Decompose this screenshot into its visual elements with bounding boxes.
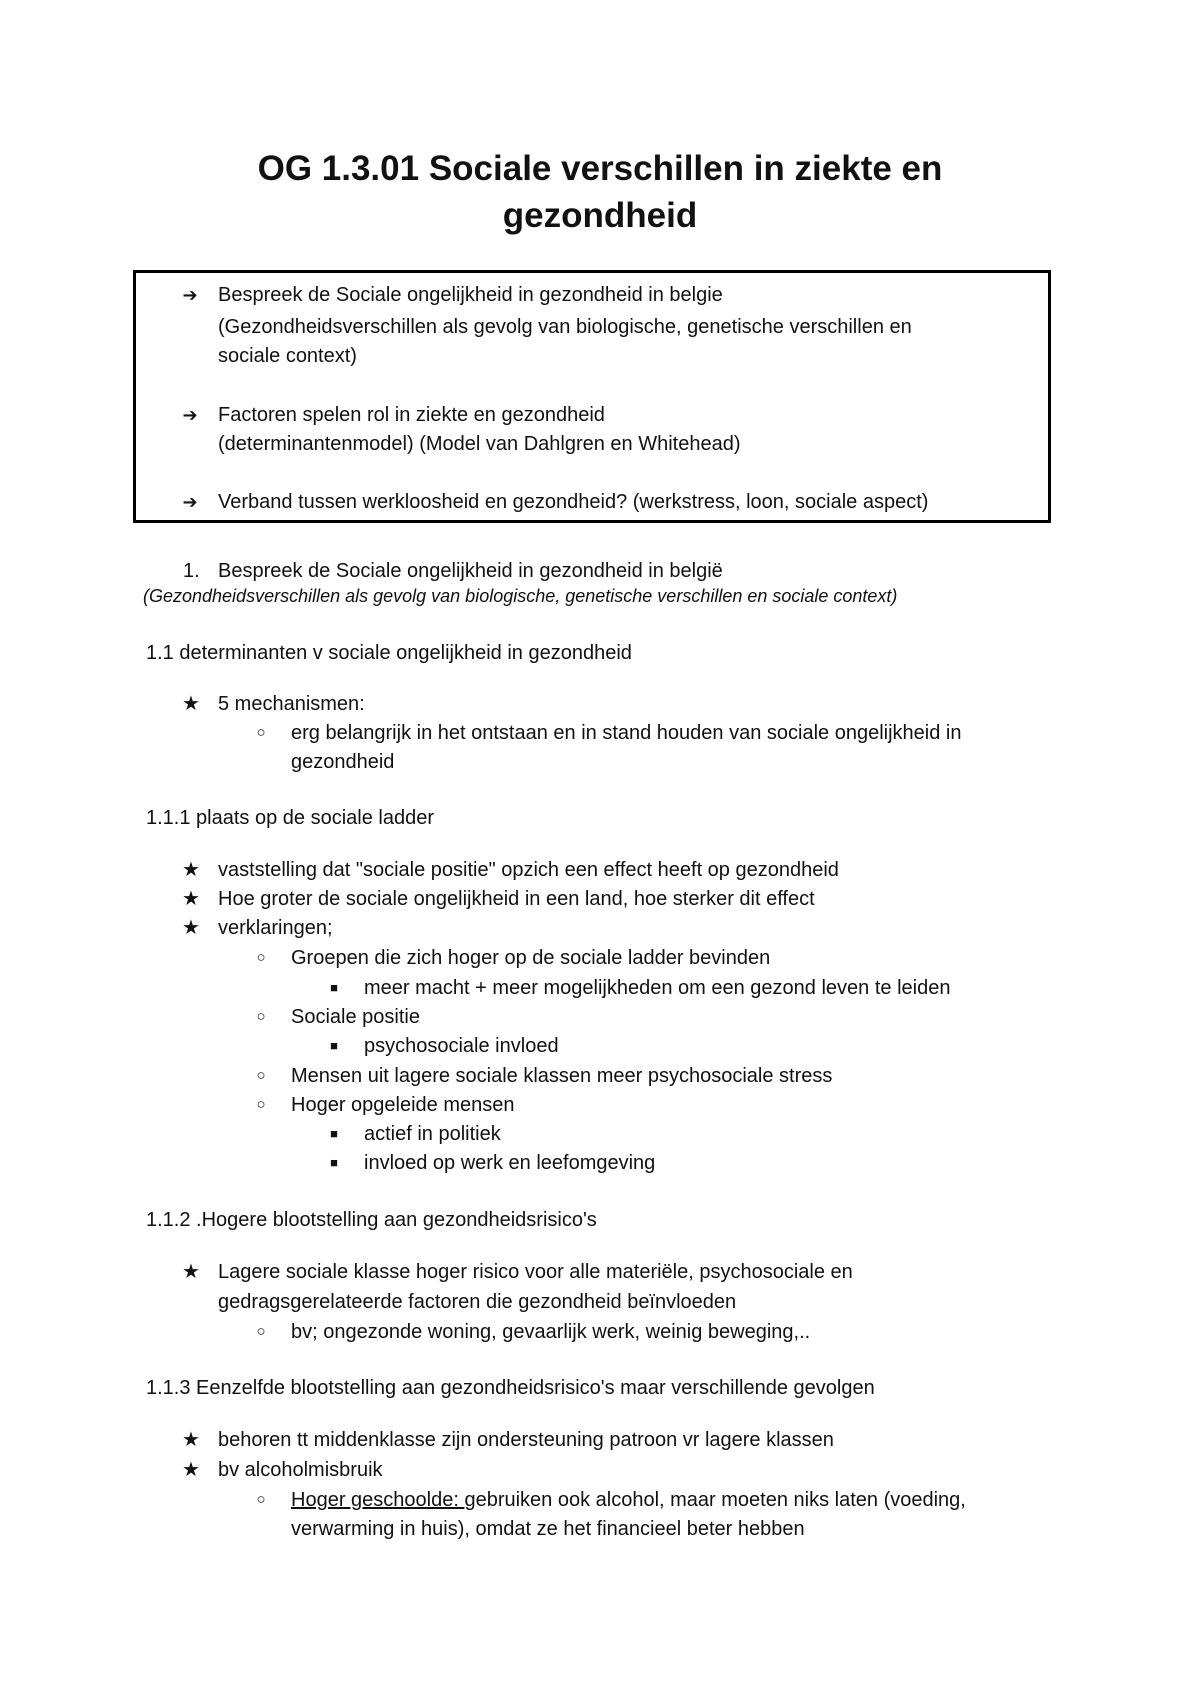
objectives-box bbox=[133, 270, 1051, 523]
circle-bullet-icon: ○ bbox=[256, 1491, 266, 1508]
section-1-number: 1. bbox=[183, 560, 200, 582]
square-bullet-icon: ■ bbox=[330, 1155, 338, 1170]
list-item: Hoger opgeleide mensen bbox=[291, 1094, 515, 1116]
heading-1-1-1: 1.1.1 plaats op de sociale ladder bbox=[146, 807, 434, 829]
list-item: behoren tt middenklasse zijn ondersteuning patroon vr lagere klassen bbox=[218, 1429, 834, 1451]
heading-1-1: 1.1 determinanten v sociale ongelijkheid in gezondheid bbox=[146, 642, 632, 664]
star-bullet-icon: ★ bbox=[182, 1261, 200, 1283]
objective-2-line-2: (determinantenmodel) (Model van Dahlgren en Whitehead) bbox=[218, 433, 741, 455]
circle-bullet-icon: ○ bbox=[256, 724, 266, 741]
section-1-heading: Bespreek de Sociale ongelijkheid in gezondheid in belgië bbox=[218, 560, 723, 582]
underlined-term: Hoger geschoolde: bbox=[291, 1489, 465, 1511]
arrow-bullet-icon: ➔ bbox=[182, 405, 198, 425]
star-bullet-icon: ★ bbox=[182, 888, 200, 910]
star-bullet-icon: ★ bbox=[182, 1459, 200, 1481]
circle-bullet-icon: ○ bbox=[256, 1096, 266, 1113]
circle-bullet-icon: ○ bbox=[256, 1067, 266, 1084]
list-item: erg belangrijk in het ontstaan en in stand houden van sociale ongelijkheid in bbox=[291, 722, 962, 744]
square-bullet-icon: ■ bbox=[330, 980, 338, 995]
star-bullet-icon: ★ bbox=[182, 859, 200, 881]
circle-bullet-icon: ○ bbox=[256, 1008, 266, 1025]
list-item: vaststelling dat "sociale positie" opzich een effect heeft op gezondheid bbox=[218, 859, 839, 881]
list-item-text: gebruiken ook alcohol, maar moeten niks laten (voeding, bbox=[464, 1489, 966, 1511]
objective-1-line-3: sociale context) bbox=[218, 345, 357, 367]
objective-1-line-2: (Gezondheidsverschillen als gevolg van biologische, genetische verschillen en bbox=[218, 316, 912, 338]
list-item: invloed op werk en leefomgeving bbox=[364, 1152, 656, 1174]
circle-bullet-icon: ○ bbox=[256, 949, 266, 966]
list-item: 5 mechanismen: bbox=[218, 693, 365, 715]
square-bullet-icon: ■ bbox=[330, 1126, 338, 1141]
list-item: meer macht + meer mogelijkheden om een gezond leven te leiden bbox=[364, 977, 951, 999]
list-item: actief in politiek bbox=[364, 1123, 501, 1145]
star-bullet-icon: ★ bbox=[182, 917, 200, 939]
list-item-continuation: gedragsgerelateerde factoren die gezondheid beïnvloeden bbox=[218, 1291, 737, 1313]
heading-1-1-2: 1.1.2 .Hogere blootstelling aan gezondheidsrisico's bbox=[146, 1209, 597, 1231]
arrow-bullet-icon: ➔ bbox=[182, 492, 198, 512]
list-item-continuation: gezondheid bbox=[291, 751, 395, 773]
heading-1-1-3: 1.1.3 Eenzelfde blootstelling aan gezondheidsrisico's maar verschillende gevolgen bbox=[146, 1377, 875, 1399]
star-bullet-icon: ★ bbox=[182, 693, 200, 715]
square-bullet-icon: ■ bbox=[330, 1038, 338, 1053]
list-item: Mensen uit lagere sociale klassen meer psychosociale stress bbox=[291, 1065, 833, 1087]
section-1-subtitle: (Gezondheidsverschillen als gevolg van biologische, genetische verschillen en sociale context) bbox=[143, 586, 898, 606]
list-item: psychosociale invloed bbox=[364, 1035, 559, 1057]
list-item bbox=[291, 1488, 966, 1512]
circle-bullet-icon: ○ bbox=[256, 1323, 266, 1340]
arrow-bullet-icon: ➔ bbox=[182, 285, 198, 305]
star-bullet-icon: ★ bbox=[182, 1429, 200, 1451]
list-item: verklaringen; bbox=[218, 917, 333, 939]
page-title: OG 1.3.01 Sociale verschillen in ziekte en gezondheid bbox=[257, 149, 943, 235]
objective-3-line-1: Verband tussen werkloosheid en gezondheid? (werkstress, loon, sociale aspect) bbox=[218, 491, 929, 513]
list-item: Groepen die zich hoger op de sociale ladder bevinden bbox=[291, 947, 771, 969]
list-item: bv; ongezonde woning, gevaarlijk werk, weinig beweging,.. bbox=[291, 1321, 811, 1343]
list-item: Sociale positie bbox=[291, 1006, 420, 1028]
list-item: Lagere sociale klasse hoger risico voor alle materiële, psychosociale en bbox=[218, 1261, 853, 1283]
objective-2-line-1: Factoren spelen rol in ziekte en gezondheid bbox=[218, 404, 605, 426]
list-item-continuation: verwarming in huis), omdat ze het financieel beter hebben bbox=[291, 1518, 805, 1540]
objective-1-line-1: Bespreek de Sociale ongelijkheid in gezondheid in belgie bbox=[218, 284, 723, 306]
list-item: Hoe groter de sociale ongelijkheid in een land, hoe sterker dit effect bbox=[218, 888, 815, 910]
list-item: bv alcoholmisbruik bbox=[218, 1459, 383, 1481]
